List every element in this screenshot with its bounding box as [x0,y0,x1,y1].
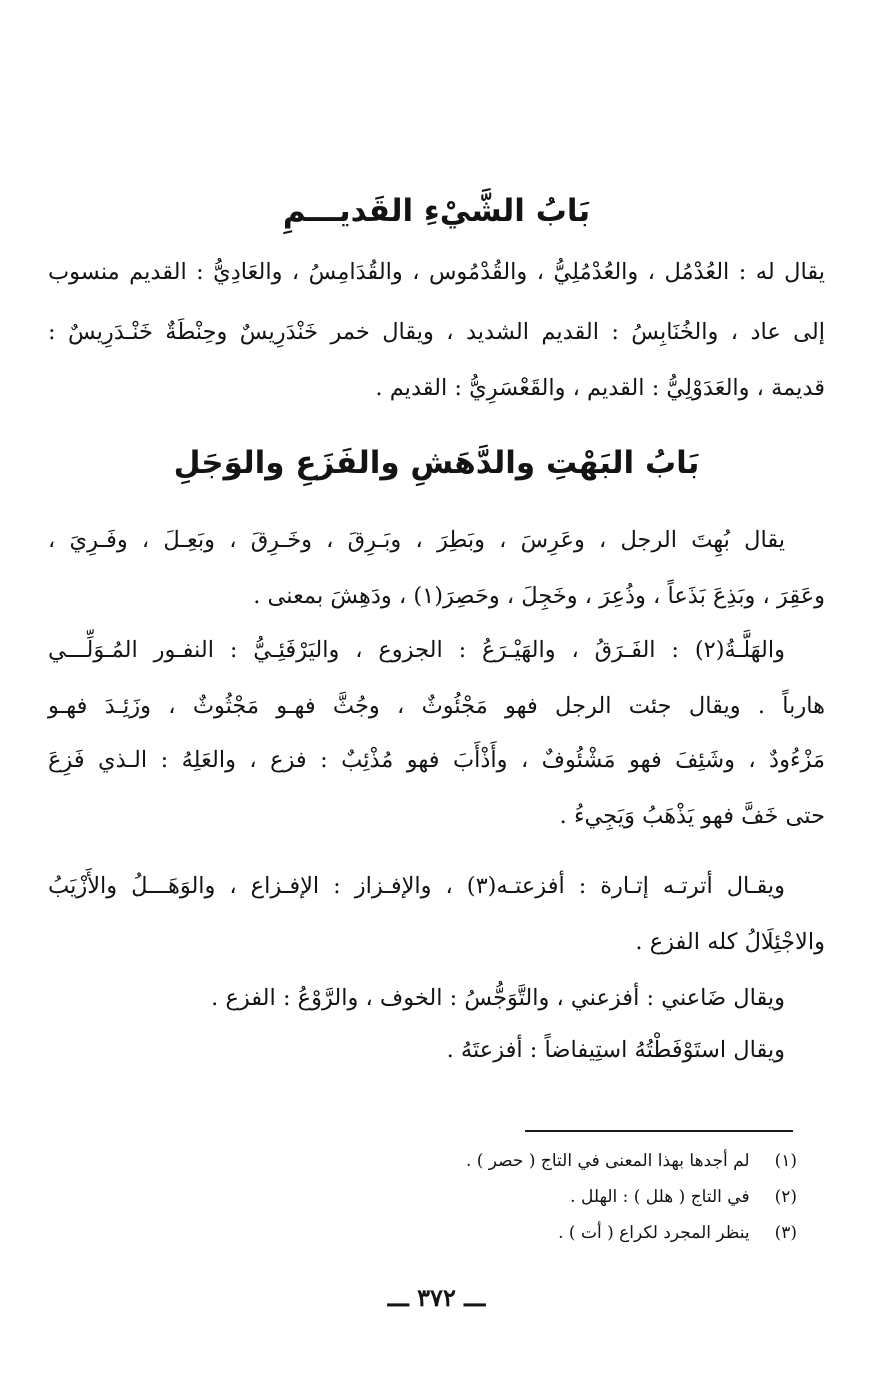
text-line: إلى عاد ، والخُنَابِسُ : القديم الشديد ، ويقال خمر خَنْدَرِيسٌ وحِنْطَةٌ خَنْـدَرِيسٌ : [48,319,825,345]
footnote-text: في التاج ( هلل ) : الهلل . [570,1187,750,1207]
section-title-fright: بَابُ البَهْتِ والدَّهَشِ والفَزَعِ والوَجَلِ [173,445,700,481]
text-line: ويقال ضَاعني : أفزعني ، والتَّوَجُّسُ : الخوف ، والرَّوْعُ : الفزع . [211,985,785,1011]
page-number: ـــ ٣٧٢ ـــ [387,1283,486,1312]
footnote [570,1184,797,1210]
footnote-text: لم أجدها بهذا المعنى في التاج ( حصر ) . [465,1151,750,1171]
text-line: والهَلَّـةُ(٢) : الفَـرَقُ ، والهَيْـرَعُ : الجزوع ، واليَرْفَئِـيُّ : النفـور المُـوَلِّـــي [48,637,785,663]
text-line: وعَقِرَ ، وبَذِعَ بَذَعاً ، وذُعِرَ ، وخَجِلَ ، وحَصِرَ(١) ، ودَهِشَ بمعنى . [253,583,825,609]
text-line: والاجْئِلَالُ كله الفزع . [635,929,825,955]
footnote [466,1148,797,1174]
text-line: مَزْءُودٌ ، وشَئِفَ فهو مَشْئُوفٌ ، وأَذْأَبَ فهو مُذْئِبٌ : فزع ، والعَلِهُ : الـذي فَزِعَ [48,747,825,773]
text-line: حتى خَفَّ فهو يَذْهَبُ وَيَجِيءُ . [559,803,825,829]
footnote-text: ينظر المجرد لكراع ( أت ) . [558,1223,750,1243]
text-line: ويقال استَوْفَطْتُهُ استِيفاضاً : أفزعتَهُ . [446,1037,785,1063]
footnote [558,1220,797,1246]
text-line: يقال له : العُدْمُل ، والعُدْمُلِيُّ ، والقُدْمُوس ، والقُدَامِسُ ، والعَادِيُّ : القديم منسوب [48,259,825,285]
footnote-number: (١) [774,1151,797,1171]
section-title-old-thing: بَابُ الشَّيْءِ القَديـــمِ [282,193,591,229]
text-line: قديمة ، والعَدَوْلِيُّ : القديم ، والقَعْسَرِيُّ : القديم . [375,375,825,401]
text-line: ويقـال أترتـه إتـارة : أفزعتـه(٣) ، والإفـزاز : الإفـزاع ، والوَهَـــلُ والأَزْيَبُ [48,873,785,899]
footnote-number: (٢) [774,1187,797,1207]
footnote-number: (٣) [774,1223,797,1243]
footnote-divider [525,1130,793,1132]
text-line: هارباً . ويقال جئت الرجل فهو مَجْئُوثٌ ، وجُثَّ فهـو مَجْثُوثٌ ، وزَئِـدَ فهـو [48,693,825,719]
text-line: يقال بُهِتَ الرجل ، وعَرِسَ ، وبَطِرَ ، وبَـرِقَ ، وخَـرِقَ ، وبَعِـلَ ، وفَـرِيَ ، [48,527,785,553]
